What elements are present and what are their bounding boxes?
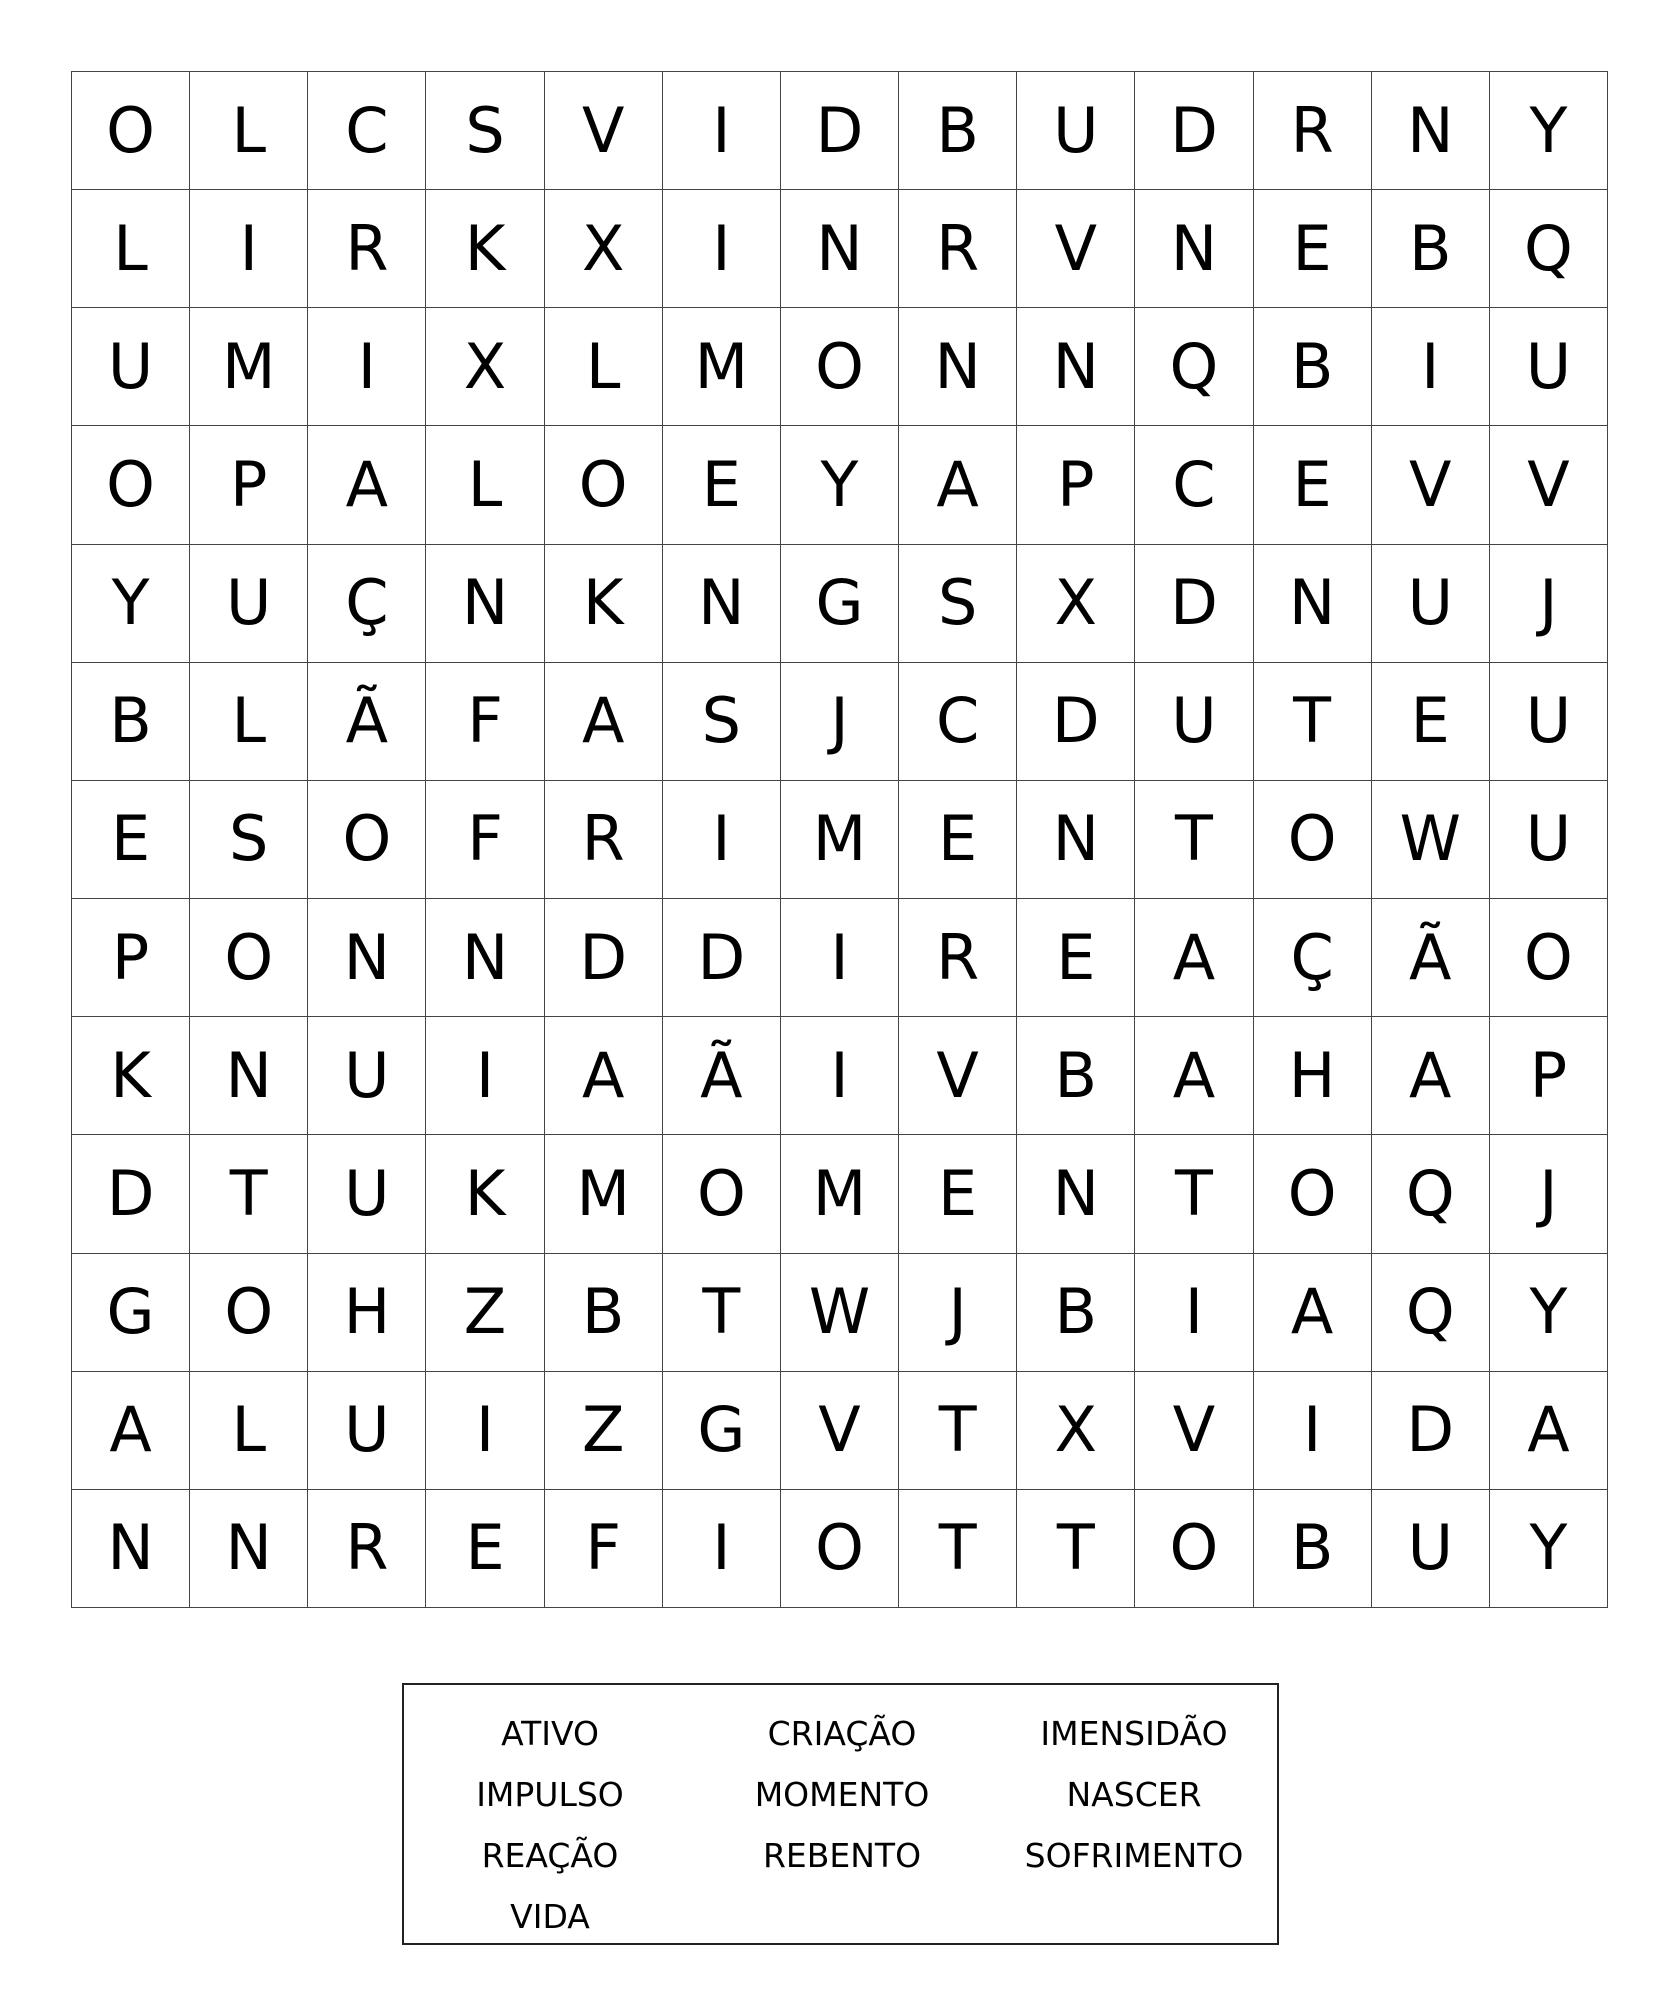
grid-cell[interactable]: A [1372,1017,1490,1135]
grid-cell[interactable]: V [545,72,663,190]
grid-cell[interactable]: Y [781,426,899,544]
grid-cell[interactable]: T [899,1372,1017,1490]
grid-cell[interactable]: R [308,190,426,308]
grid-cell[interactable]: U [308,1135,426,1253]
letter-grid [71,71,1608,1608]
grid-cell[interactable]: N [190,1490,308,1608]
grid-cell[interactable]: O [781,308,899,426]
grid-cell[interactable]: D [545,899,663,1017]
grid-cell[interactable]: X [545,190,663,308]
grid-cell[interactable]: I [1254,1372,1372,1490]
grid-cell[interactable]: U [72,308,190,426]
word-list-item: REBENTO [762,1836,922,1875]
grid-cell[interactable]: I [1135,1254,1253,1372]
grid-cell[interactable]: A [1135,1017,1253,1135]
word-list-item: SOFRIMENTO [1024,1836,1244,1875]
grid-cell[interactable]: A [1135,899,1253,1017]
grid-cell[interactable]: U [308,1017,426,1135]
grid-cell[interactable]: N [190,1017,308,1135]
grid-cell[interactable]: N [1372,72,1490,190]
grid-cell[interactable]: A [545,663,663,781]
grid-cell[interactable]: I [190,190,308,308]
grid-cell[interactable]: U [1490,781,1608,899]
grid-cell[interactable]: F [545,1490,663,1608]
word-list-item: NASCER [1066,1775,1202,1814]
word-list-item: ATIVO [501,1714,599,1753]
grid-cell[interactable]: I [663,190,781,308]
grid-cell[interactable]: L [190,1372,308,1490]
word-list-item: IMPULSO [476,1775,624,1814]
grid-cell[interactable]: E [1254,426,1372,544]
grid-cell[interactable]: R [1254,72,1372,190]
grid-cell[interactable]: E [426,1490,544,1608]
grid-cell[interactable]: R [308,1490,426,1608]
grid-cell[interactable]: E [1372,663,1490,781]
grid-cell[interactable]: I [663,72,781,190]
grid-cell[interactable]: T [1135,1135,1253,1253]
grid-cell[interactable]: E [899,1135,1017,1253]
word-list-item: CRIAÇÃO [767,1714,917,1753]
grid-cell[interactable]: E [899,781,1017,899]
grid-cell[interactable]: Y [72,545,190,663]
grid-cell[interactable]: I [781,1017,899,1135]
grid-cell[interactable]: D [1017,663,1135,781]
grid-cell[interactable]: O [1254,781,1372,899]
grid-cell[interactable]: P [1490,1017,1608,1135]
grid-cell[interactable]: Ã [1372,899,1490,1017]
grid-cell[interactable]: I [663,781,781,899]
grid-cell[interactable]: Y [1490,1490,1608,1608]
grid-cell[interactable]: P [190,426,308,544]
grid-cell[interactable]: Z [545,1372,663,1490]
grid-cell[interactable]: B [1254,1490,1372,1608]
grid-cell[interactable]: K [545,545,663,663]
grid-cell[interactable]: P [72,899,190,1017]
grid-cell[interactable]: V [1135,1372,1253,1490]
grid-cell[interactable]: L [545,308,663,426]
grid-cell[interactable]: V [1017,190,1135,308]
grid-cell[interactable]: G [663,1372,781,1490]
grid-cell[interactable]: S [899,545,1017,663]
grid-cell[interactable]: W [781,1254,899,1372]
grid-cell[interactable]: A [308,426,426,544]
grid-cell[interactable]: Z [426,1254,544,1372]
grid-cell[interactable]: U [190,545,308,663]
grid-cell[interactable]: N [1017,781,1135,899]
grid-cell[interactable]: E [663,426,781,544]
grid-cell[interactable]: D [1135,545,1253,663]
grid-cell[interactable]: L [72,190,190,308]
grid-cell[interactable]: Y [1490,72,1608,190]
grid-cell[interactable]: Y [1490,1254,1608,1372]
grid-cell[interactable]: T [1017,1490,1135,1608]
grid-cell[interactable]: D [663,899,781,1017]
grid-cell[interactable]: U [308,1372,426,1490]
grid-cell[interactable]: C [899,663,1017,781]
grid-cell[interactable]: I [426,1372,544,1490]
grid-cell[interactable]: B [1254,308,1372,426]
grid-cell[interactable]: I [308,308,426,426]
grid-cell[interactable]: J [899,1254,1017,1372]
grid-cell[interactable]: Q [1135,308,1253,426]
grid-cell[interactable]: B [899,72,1017,190]
grid-cell[interactable]: U [1017,72,1135,190]
grid-cell[interactable]: S [426,72,544,190]
grid-cell[interactable]: V [899,1017,1017,1135]
grid-cell[interactable]: O [308,781,426,899]
grid-cell[interactable]: O [190,899,308,1017]
grid-cell[interactable]: T [663,1254,781,1372]
word-list-item: IMENSIDÃO [1040,1714,1228,1753]
grid-cell[interactable]: X [1017,545,1135,663]
grid-cell[interactable]: D [72,1135,190,1253]
grid-cell[interactable]: B [1017,1254,1135,1372]
grid-cell[interactable]: M [781,1135,899,1253]
grid-cell[interactable]: C [308,72,426,190]
grid-cell[interactable]: W [1372,781,1490,899]
grid-cell[interactable]: B [72,663,190,781]
grid-cell[interactable]: F [426,781,544,899]
grid-cell[interactable]: Q [1372,1254,1490,1372]
grid-cell[interactable]: J [1490,1135,1608,1253]
word-list-box [402,1683,1279,1945]
grid-cell[interactable]: R [899,899,1017,1017]
grid-cell[interactable]: X [426,308,544,426]
grid-cell[interactable]: R [545,781,663,899]
grid-cell[interactable]: N [72,1490,190,1608]
grid-cell[interactable]: B [1372,190,1490,308]
grid-cell[interactable]: I [426,1017,544,1135]
grid-cell[interactable]: T [899,1490,1017,1608]
grid-cell[interactable]: B [545,1254,663,1372]
grid-cell[interactable]: O [1254,1135,1372,1253]
grid-cell[interactable]: A [1490,1372,1608,1490]
word-list-item: VIDA [510,1897,590,1936]
grid-cell[interactable]: M [545,1135,663,1253]
grid-cell[interactable]: N [1254,545,1372,663]
grid-cell[interactable]: A [545,1017,663,1135]
grid-cell[interactable]: I [1372,308,1490,426]
grid-cell[interactable]: U [1490,663,1608,781]
grid-cell[interactable]: C [1135,426,1253,544]
grid-cell[interactable]: D [1135,72,1253,190]
grid-cell[interactable]: U [1372,1490,1490,1608]
grid-cell[interactable]: R [899,190,1017,308]
grid-cell[interactable]: N [899,308,1017,426]
grid-cell[interactable]: U [1372,545,1490,663]
grid-cell[interactable]: K [72,1017,190,1135]
grid-cell[interactable]: P [1017,426,1135,544]
grid-cell[interactable]: S [663,663,781,781]
grid-cell[interactable]: O [1135,1490,1253,1608]
grid-cell[interactable]: V [1372,426,1490,544]
grid-cell[interactable]: N [663,545,781,663]
word-list-item: MOMENTO [754,1775,930,1814]
grid-cell[interactable]: O [545,426,663,544]
grid-cell[interactable]: G [72,1254,190,1372]
grid-cell[interactable]: U [1135,663,1253,781]
grid-cell[interactable]: Ç [308,545,426,663]
grid-cell[interactable]: K [426,190,544,308]
grid-cell[interactable]: D [1372,1372,1490,1490]
grid-cell[interactable]: T [190,1135,308,1253]
grid-cell[interactable]: M [781,781,899,899]
grid-cell[interactable]: O [72,426,190,544]
grid-cell[interactable]: L [426,426,544,544]
word-list-column-1 [404,1703,696,1947]
grid-cell[interactable]: E [72,781,190,899]
grid-cell[interactable]: L [190,72,308,190]
grid-cell[interactable]: O [190,1254,308,1372]
grid-cell[interactable]: J [781,663,899,781]
grid-cell[interactable]: N [308,899,426,1017]
word-list-column-3 [988,1703,1280,1886]
grid-cell[interactable]: X [1017,1372,1135,1490]
grid-cell[interactable]: H [1254,1017,1372,1135]
grid-cell[interactable]: N [426,545,544,663]
word-list-item: REAÇÃO [481,1836,619,1875]
grid-cell[interactable]: U [1490,308,1608,426]
word-list-column-2 [696,1703,988,1886]
grid-cell[interactable]: M [190,308,308,426]
grid-cell[interactable]: K [426,1135,544,1253]
grid-cell[interactable]: M [663,308,781,426]
grid-cell[interactable]: N [781,190,899,308]
grid-cell[interactable]: F [426,663,544,781]
grid-cell[interactable]: E [1017,899,1135,1017]
grid-cell[interactable]: Ç [1254,899,1372,1017]
grid-cell[interactable]: I [663,1490,781,1608]
grid-cell[interactable]: H [308,1254,426,1372]
grid-cell[interactable]: G [781,545,899,663]
grid-cell[interactable]: L [190,663,308,781]
grid-cell[interactable]: E [1254,190,1372,308]
grid-cell[interactable]: B [1017,1017,1135,1135]
grid-cell[interactable]: D [781,72,899,190]
grid-cell[interactable]: O [781,1490,899,1608]
grid-cell[interactable]: A [72,1372,190,1490]
grid-cell[interactable]: N [1017,1135,1135,1253]
grid-cell[interactable]: Ã [308,663,426,781]
grid-cell[interactable]: V [781,1372,899,1490]
grid-cell[interactable]: Q [1490,190,1608,308]
grid-cell[interactable]: Ã [663,1017,781,1135]
grid-cell[interactable]: A [1254,1254,1372,1372]
grid-cell[interactable]: O [1490,899,1608,1017]
grid-cell[interactable]: O [72,72,190,190]
grid-cell[interactable]: N [426,899,544,1017]
grid-cell[interactable]: V [1490,426,1608,544]
grid-cell[interactable]: N [1135,190,1253,308]
grid-cell[interactable]: I [781,899,899,1017]
grid-cell[interactable]: O [663,1135,781,1253]
grid-cell[interactable]: Q [1372,1135,1490,1253]
grid-cell[interactable]: T [1135,781,1253,899]
grid-cell[interactable]: A [899,426,1017,544]
grid-cell[interactable]: S [190,781,308,899]
grid-cell[interactable]: N [1017,308,1135,426]
grid-cell[interactable]: T [1254,663,1372,781]
grid-cell[interactable]: J [1490,545,1608,663]
